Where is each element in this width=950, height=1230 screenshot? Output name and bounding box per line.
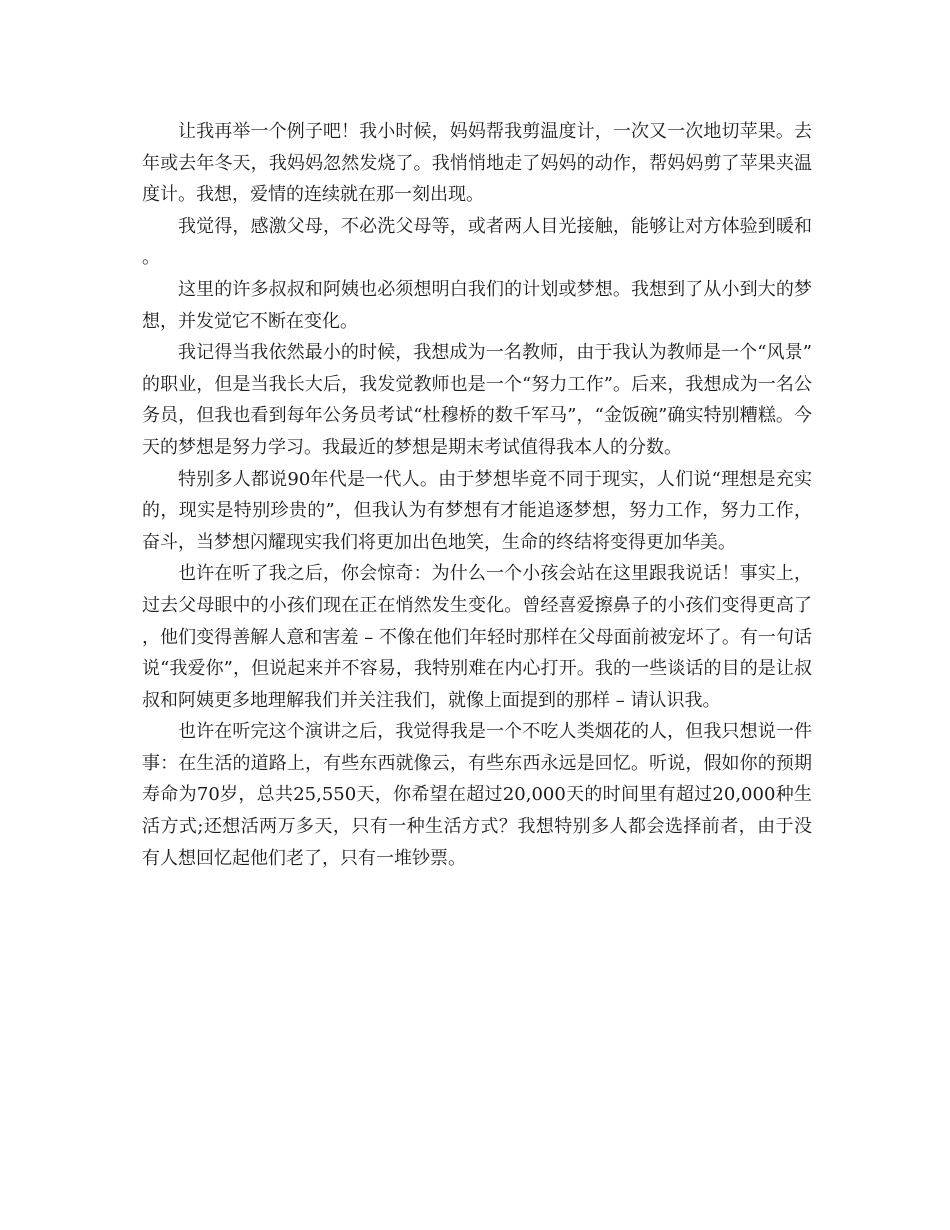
paragraph-childhood-dreams: 我记得当我依然最小的时候，我想成为一名教师，由于我认为教师是一个“风景”的职业，但是当我长大后，我发觉教师也是一个“努力工作”。后来，我想成为一名公务员，但我也看到每年公务员考试“杜穆桥的数千军马”，“金饭碗”确实特别糟糕。今天的梦想是努力学习。我最近的梦想是期末考试值得我本人的分数。 bbox=[142, 342, 812, 458]
paragraph-90s-generation: 特别多人都说90年代是一代人。由于梦想毕竟不同于现实，人们说“理想是充实的，现实是特别珍贵的”，但我认为有梦想有才能追逐梦想，努力工作，努力工作，奋斗，当梦想闪耀现实我们将更加出色地笑，生命的终结将变得更加华美。 bbox=[142, 468, 812, 553]
paragraph-apple-thermometer: 让我再举一个例子吧！我小时候，妈妈帮我剪温度计，一次又一次地切苹果。去年或去年冬天，我妈妈忽然发烧了。我悄悄地走了妈妈的动作，帮妈妈剪了苹果夹温度计。我想，爱情的连续就在那一刻出现。 bbox=[142, 121, 812, 206]
document-page bbox=[142, 116, 812, 874]
paragraph-gratitude: 我觉得，感激父母，不必洗父母等，或者两人目光接触，能够让对方体验到暖和。 bbox=[142, 215, 812, 269]
paragraph-children-changing: 也许在听了我之后，你会惊奇：为什么一个小孩会站在这里跟我说话！事实上，过去父母眼中的小孩们现在正在悄然发生变化。曾经喜爱擦鼻子的小孩们变得更高了，他们变得善解人意和害羞 – 不像在他们年轻时那样在父母面前被宠坏了。有一句话说“我爱你”，但说起来并不容易，我特别难在内心打开。我的一些谈话的目的是让叔叔和阿姨更多地理解我们并关注我们，就像上面提到的那样 – 请认识我。 bbox=[142, 563, 812, 711]
paragraph-life-choices: 也许在听完这个演讲之后，我觉得我是一个不吃人类烟花的人，但我只想说一件事：在生活的道路上，有些东西就像云，有些东西永远是回忆。听说，假如你的预期寿命为70岁，总共25,550天，你希望在超过20,000天的时间里有超过20,000种生活方式;还想活两万多天，只有一种生活方式？我想特别多人都会选择前者，由于没有人想回忆起他们老了，只有一堆钞票。 bbox=[142, 721, 812, 869]
paragraph-dreams-intro: 这里的许多叔叔和阿姨也必须想明白我们的计划或梦想。我想到了从小到大的梦想，并发觉它不断在变化。 bbox=[142, 278, 812, 332]
